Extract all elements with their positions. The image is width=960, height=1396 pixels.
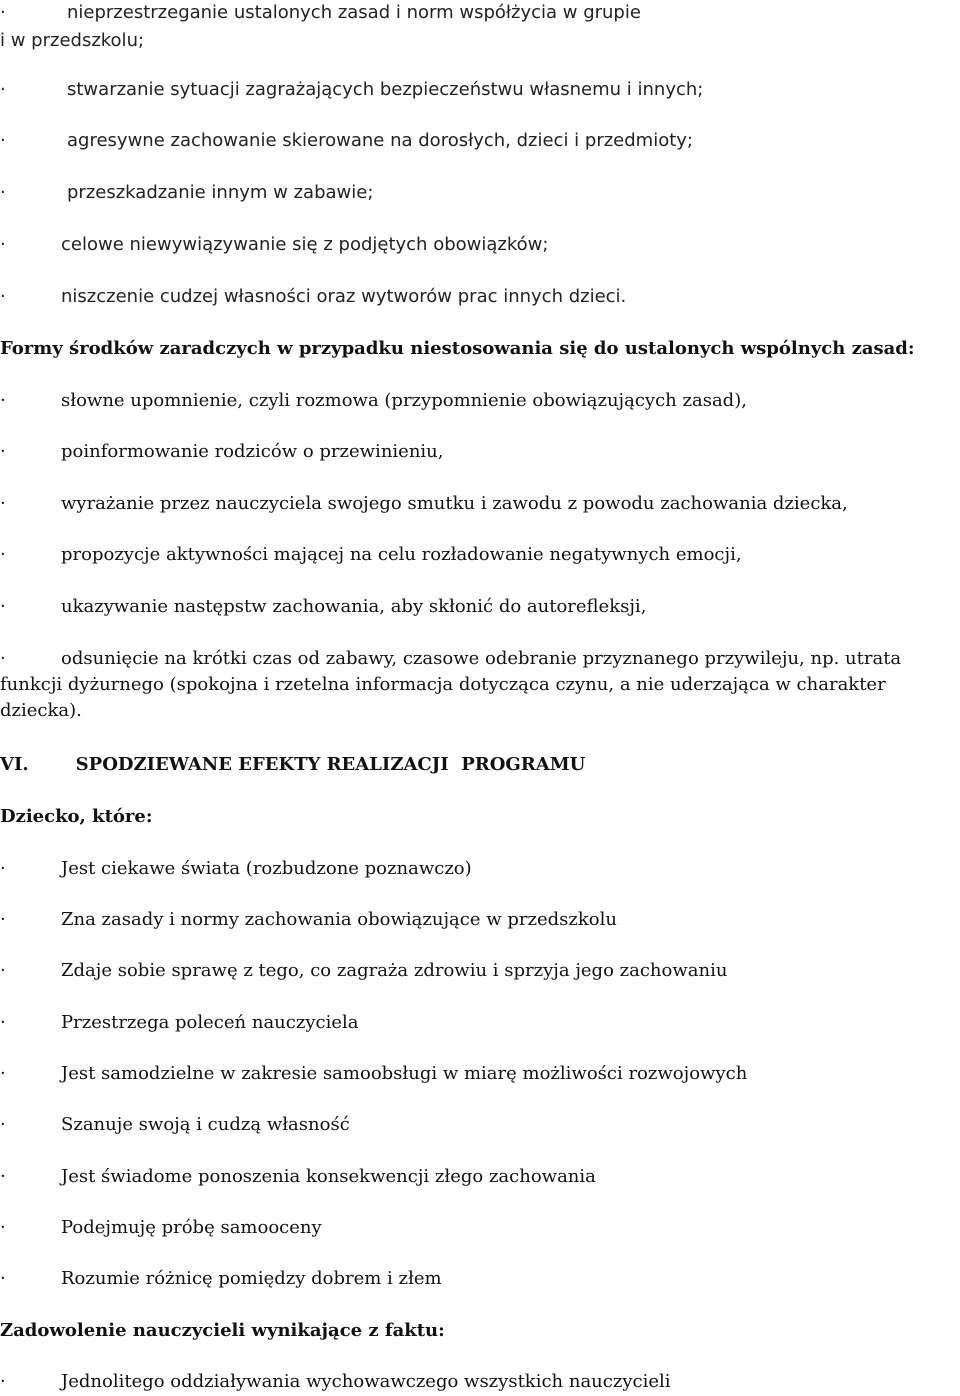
list-item-text: Rozumie różnicę pomiędzy dobrem i złem xyxy=(61,1268,442,1289)
list-item xyxy=(0,594,646,620)
list-item xyxy=(0,284,626,310)
list-item-text: poinformowanie rodziców o przewinieniu, xyxy=(61,441,444,462)
list-item xyxy=(0,1369,671,1395)
list-item-text: Jest ciekawe świata (rozbudzone poznawczo) xyxy=(61,858,472,879)
bullet: · xyxy=(0,858,6,879)
bullet: · xyxy=(0,493,6,514)
list-item-text-line3: dziecka). xyxy=(0,700,82,721)
list-item xyxy=(0,0,641,26)
list-item-text: ukazywanie następstw zachowania, aby skłonić do autorefleksji, xyxy=(61,596,647,617)
bullet: · xyxy=(0,1012,6,1033)
list-item-text: Jednolitego oddziaływania wychowawczego wszystkich nauczycieli xyxy=(61,1371,671,1392)
list-item-text: Przestrzega poleceń nauczyciela xyxy=(61,1012,359,1033)
list-item-text: nieprzestrzeganie ustalonych zasad i norm współżycia w grupie xyxy=(67,2,641,23)
list-item xyxy=(0,388,747,414)
section-heading: Formy środków zaradczych w przypadku niestosowania się do ustalonych wspólnych zasad: xyxy=(0,338,915,359)
subheading-teachers: Zadowolenie nauczycieli wynikające z faktu: xyxy=(0,1320,445,1341)
list-item-text: wyrażanie przez nauczyciela swojego smutku i zawodu z powodu zachowania dziecka, xyxy=(61,493,848,514)
list-item xyxy=(0,232,548,258)
list-item-text: słowne upomnienie, czyli rozmowa (przypomnienie obowiązujących zasad), xyxy=(61,390,747,411)
list-item-text: niszczenie cudzej własności oraz wytworów prac innych dzieci. xyxy=(61,286,627,307)
list-item xyxy=(0,128,693,154)
bullet: · xyxy=(0,2,6,23)
list-item-text-line1: odsunięcie na krótki czas od zabawy, czasowe odebranie przyznanego przywileju, np. utrata xyxy=(61,648,902,669)
list-item xyxy=(0,491,848,517)
bullet: · xyxy=(0,234,6,255)
list-item xyxy=(0,439,443,465)
bullet: · xyxy=(0,909,6,930)
bullet: · xyxy=(0,441,6,462)
list-item-text: i w przedszkolu; xyxy=(0,30,145,51)
list-item-multiline xyxy=(0,646,958,724)
list-item xyxy=(0,958,727,984)
list-item xyxy=(0,542,742,568)
list-item xyxy=(0,907,617,933)
list-item-text: stwarzanie sytuacji zagrażających bezpieczeństwu własnemu i innych; xyxy=(67,79,704,100)
bullet: · xyxy=(0,1217,6,1238)
bullet: · xyxy=(0,130,6,151)
list-item-text: Podejmuję próbę samooceny xyxy=(61,1217,322,1238)
list-item-text: Zna zasady i normy zachowania obowiązujące w przedszkolu xyxy=(61,909,617,930)
bullet: · xyxy=(0,1371,6,1392)
list-item xyxy=(0,28,144,54)
bullet: · xyxy=(0,960,6,981)
list-item-text-line2: funkcji dyżurnego (spokojna i rzetelna informacja dotycząca czynu, a nie uderzająca w charakter xyxy=(0,674,886,695)
list-item-text: Jest samodzielne w zakresie samoobsługi w miarę możliwości rozwojowych xyxy=(61,1063,748,1084)
list-item-text: Szanuje swoją i cudzą własność xyxy=(61,1114,350,1135)
list-item xyxy=(0,1061,747,1087)
bullet: · xyxy=(0,1166,6,1187)
list-item-text: Jest świadome ponoszenia konsekwencji złego zachowania xyxy=(61,1166,596,1187)
list-item xyxy=(0,1010,358,1036)
list-item xyxy=(0,1164,596,1190)
list-item xyxy=(0,856,472,882)
list-item-text: celowe niewywiązywanie się z podjętych obowiązków; xyxy=(61,234,549,255)
list-item xyxy=(0,1215,322,1241)
bullet: · xyxy=(0,79,6,100)
bullet: · xyxy=(0,182,6,203)
list-item xyxy=(0,1266,442,1292)
bullet: · xyxy=(0,648,6,669)
bullet: · xyxy=(0,1114,6,1135)
subheading-child: Dziecko, które: xyxy=(0,806,153,827)
bullet: · xyxy=(0,390,6,411)
list-item-text: przeszkadzanie innym w zabawie; xyxy=(67,182,374,203)
bullet: · xyxy=(0,596,6,617)
bullet: · xyxy=(0,544,6,565)
list-item-text: Zdaje sobie sprawę z tego, co zagraża zdrowiu i sprzyja jego zachowaniu xyxy=(61,960,728,981)
bullet: · xyxy=(0,1063,6,1084)
list-item-text: propozycje aktywności mającej na celu rozładowanie negatywnych emocji, xyxy=(61,544,742,565)
bullet: · xyxy=(0,1268,6,1289)
list-item xyxy=(0,1112,350,1138)
list-item xyxy=(0,77,703,103)
section-number: VI. xyxy=(0,754,29,775)
list-item-text: agresywne zachowanie skierowane na dorosłych, dzieci i przedmioty; xyxy=(67,130,693,151)
section-title-text: SPODZIEWANE EFEKTY REALIZACJI PROGRAMU xyxy=(75,754,586,775)
bullet: · xyxy=(0,286,6,307)
list-item xyxy=(0,180,373,206)
section-title xyxy=(0,752,585,778)
